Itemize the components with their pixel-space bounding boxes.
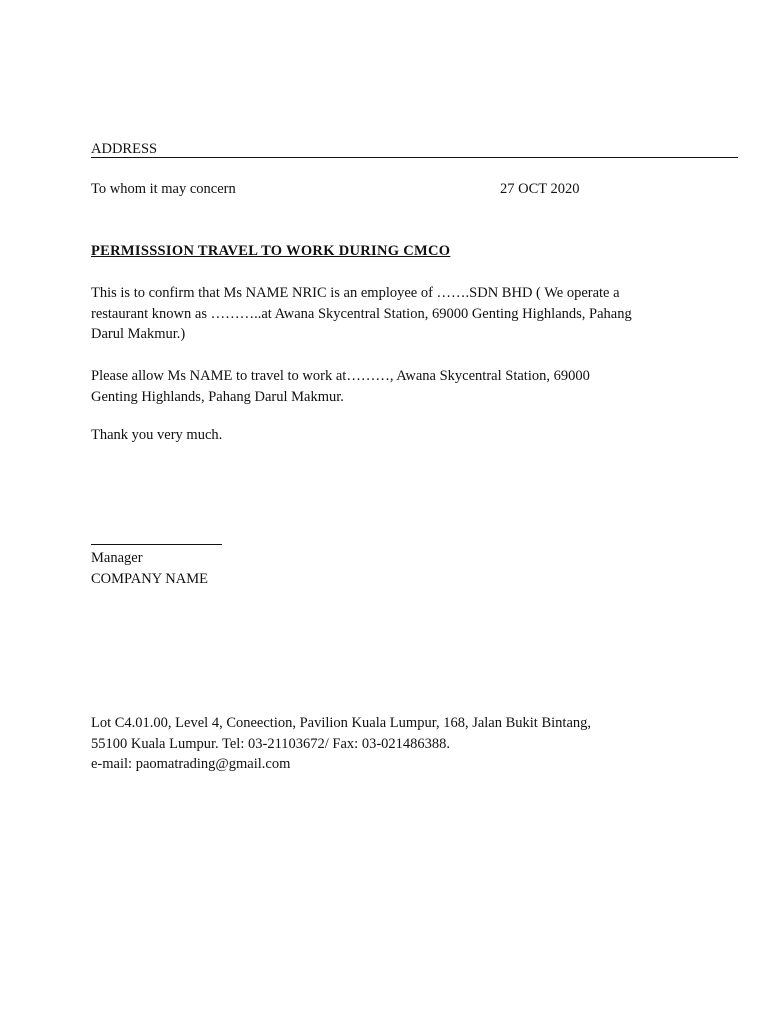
body-paragraph-1 — [91, 283, 691, 345]
company-name: COMPANY NAME — [91, 571, 208, 587]
signatory-title: Manager — [91, 550, 143, 566]
letter-date: 27 OCT 2020 — [500, 181, 580, 197]
body-paragraph-2 — [91, 366, 691, 407]
paragraph-line: Please allow Ms NAME to travel to work at………, Awana Skycentral Station, 69000 — [91, 368, 590, 384]
footer-email-line: e-mail: paomatrading@gmail.com — [91, 756, 291, 772]
closing-line: Thank you very much. — [91, 427, 223, 443]
paragraph-line: Genting Highlands, Pahang Darul Makmur. — [91, 388, 344, 405]
address-field — [91, 141, 738, 158]
signature-line — [91, 544, 222, 545]
footer-address-line: Lot C4.01.00, Level 4, Coneection, Pavilion Kuala Lumpur, 168, Jalan Bukit Bintang, — [91, 715, 592, 731]
letter-subject: PERMISSSION TRAVEL TO WORK DURING CMCO — [91, 243, 451, 259]
paragraph-line: This is to confirm that Ms NAME NRIC is an employee of …….SDN BHD ( We operate a — [91, 285, 620, 301]
footer-contact-line: 55100 Kuala Lumpur. Tel: 03-21103672/ Fax: 03-021486388. — [91, 735, 451, 752]
salutation: To whom it may concern — [91, 181, 236, 197]
address-label: ADDRESS — [91, 141, 158, 157]
paragraph-line: restaurant known as ………..at Awana Skycentral Station, 69000 Genting Highlands, Pahang — [91, 305, 632, 322]
paragraph-line: Darul Makmur.) — [91, 326, 186, 342]
company-footer — [91, 713, 691, 775]
